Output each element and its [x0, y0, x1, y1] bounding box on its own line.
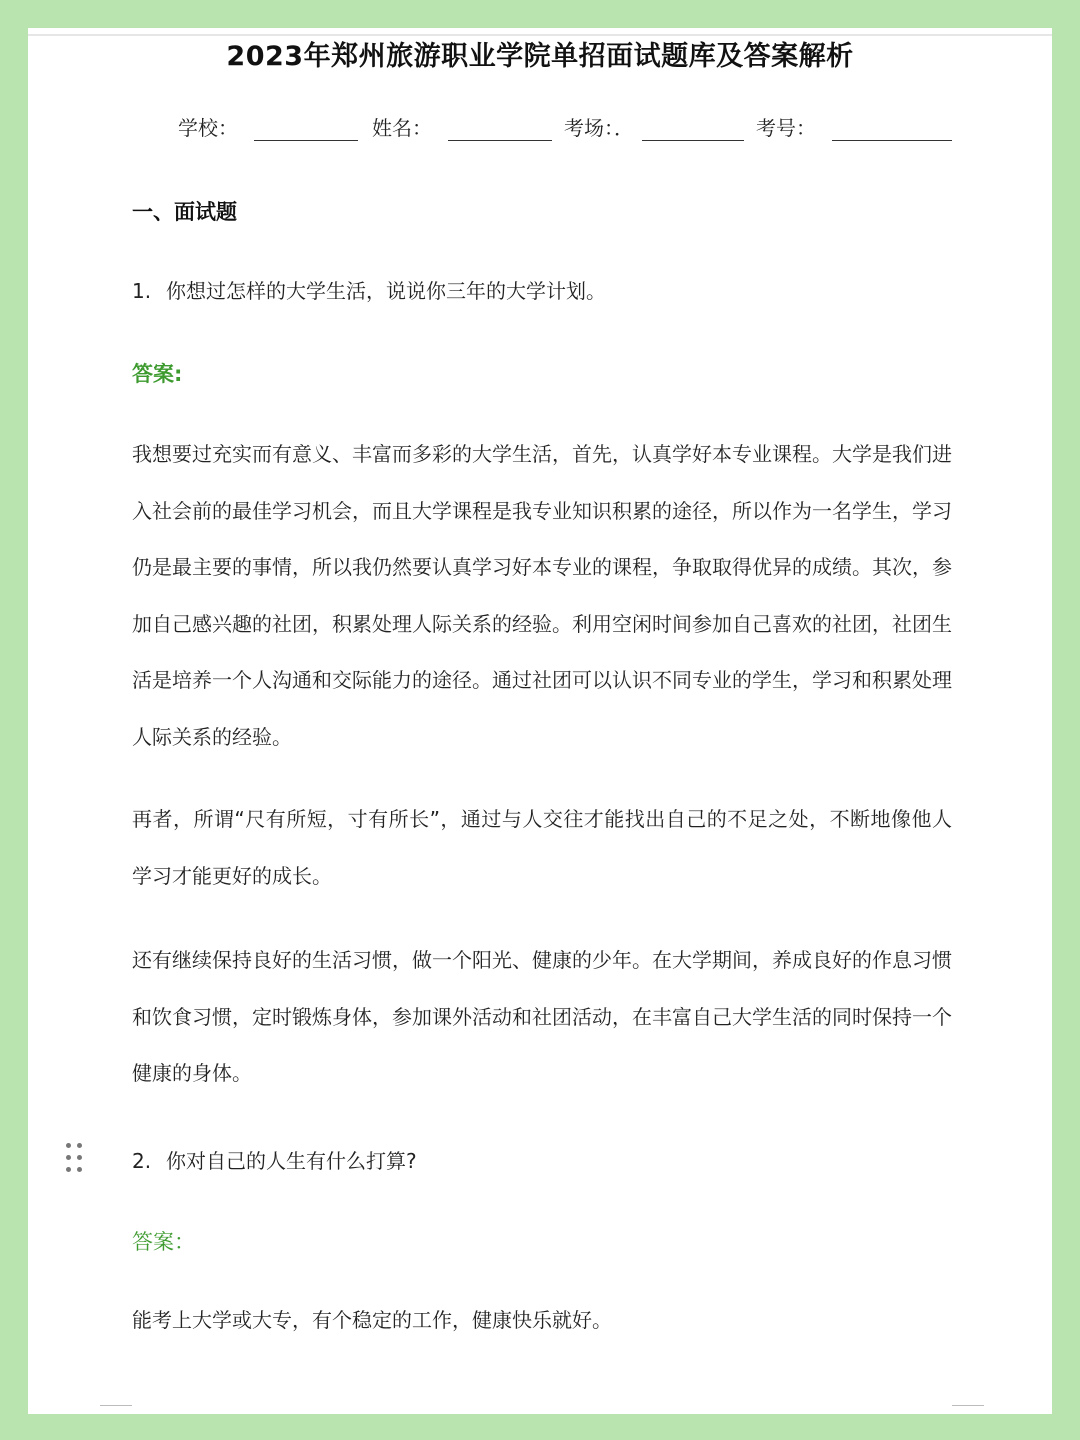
school-blank[interactable]	[254, 118, 358, 141]
page-corner-mark-left	[100, 1405, 132, 1406]
name-blank[interactable]	[448, 118, 552, 141]
document-title: 2023年郑州旅游职业学院单招面试题库及答案解析	[226, 41, 854, 72]
name-label: 姓名：	[372, 116, 432, 140]
exam-info-row	[178, 112, 952, 141]
answer-label-2: 答案：	[132, 1230, 195, 1254]
number-blank[interactable]	[832, 118, 952, 141]
page-corner-mark-right	[952, 1405, 984, 1406]
question-text: 你对自己的人生有什么打算?	[166, 1149, 417, 1173]
answer-label-1: 答案:	[132, 362, 183, 386]
drag-handle-icon[interactable]	[64, 1141, 86, 1175]
answer-2-paragraph-1: 能考上大学或大专，有个稳定的工作，健康快乐就好。	[132, 1308, 612, 1332]
school-label: 学校：	[178, 116, 238, 140]
document-page	[28, 28, 1052, 1414]
answer-1-paragraph-2: 再者，所谓“尺有所短，寸有所长”，通过与人交往才能找出自己的不足之处，不断地像他人学习才能更好的成长。	[132, 807, 952, 888]
answer-1-paragraph-3: 还有继续保持良好的生活习惯，做一个阳光、健康的少年。在大学期间，养成良好的作息习惯和饮食习惯，定时锻炼身体，参加课外活动和社团活动，在丰富自己大学生活的同时保持一个健康的身体。	[132, 948, 952, 1086]
question-1	[132, 275, 606, 304]
section-heading: 一、面试题	[132, 200, 237, 224]
room-label: 考场：．	[564, 116, 634, 140]
question-2	[132, 1145, 417, 1174]
room-blank[interactable]	[642, 118, 744, 141]
answer-1-paragraph-1: 我想要过充实而有意义、丰富而多彩的大学生活，首先，认真学好本专业课程。大学是我们进入社会前的最佳学习机会，而且大学课程是我专业知识积累的途径，所以作为一名学生，学习仍是最主要的事情，所以我仍然要认真学习好本专业的课程，争取取得优异的成绩。其次，参加自己感兴趣的社团，积累处理人际关系的经验。利用空闲时间参加自己喜欢的社团，社团生活是培养一个人沟通和交际能力的途径。通过社团可以认识不同专业的学生，学习和积累处理人际关系的经验。	[132, 442, 952, 749]
number-label: 考号：	[756, 116, 816, 140]
question-number: 1.	[132, 279, 152, 303]
question-text: 你想过怎样的大学生活，说说你三年的大学计划。	[166, 279, 606, 303]
question-number: 2.	[132, 1149, 152, 1173]
